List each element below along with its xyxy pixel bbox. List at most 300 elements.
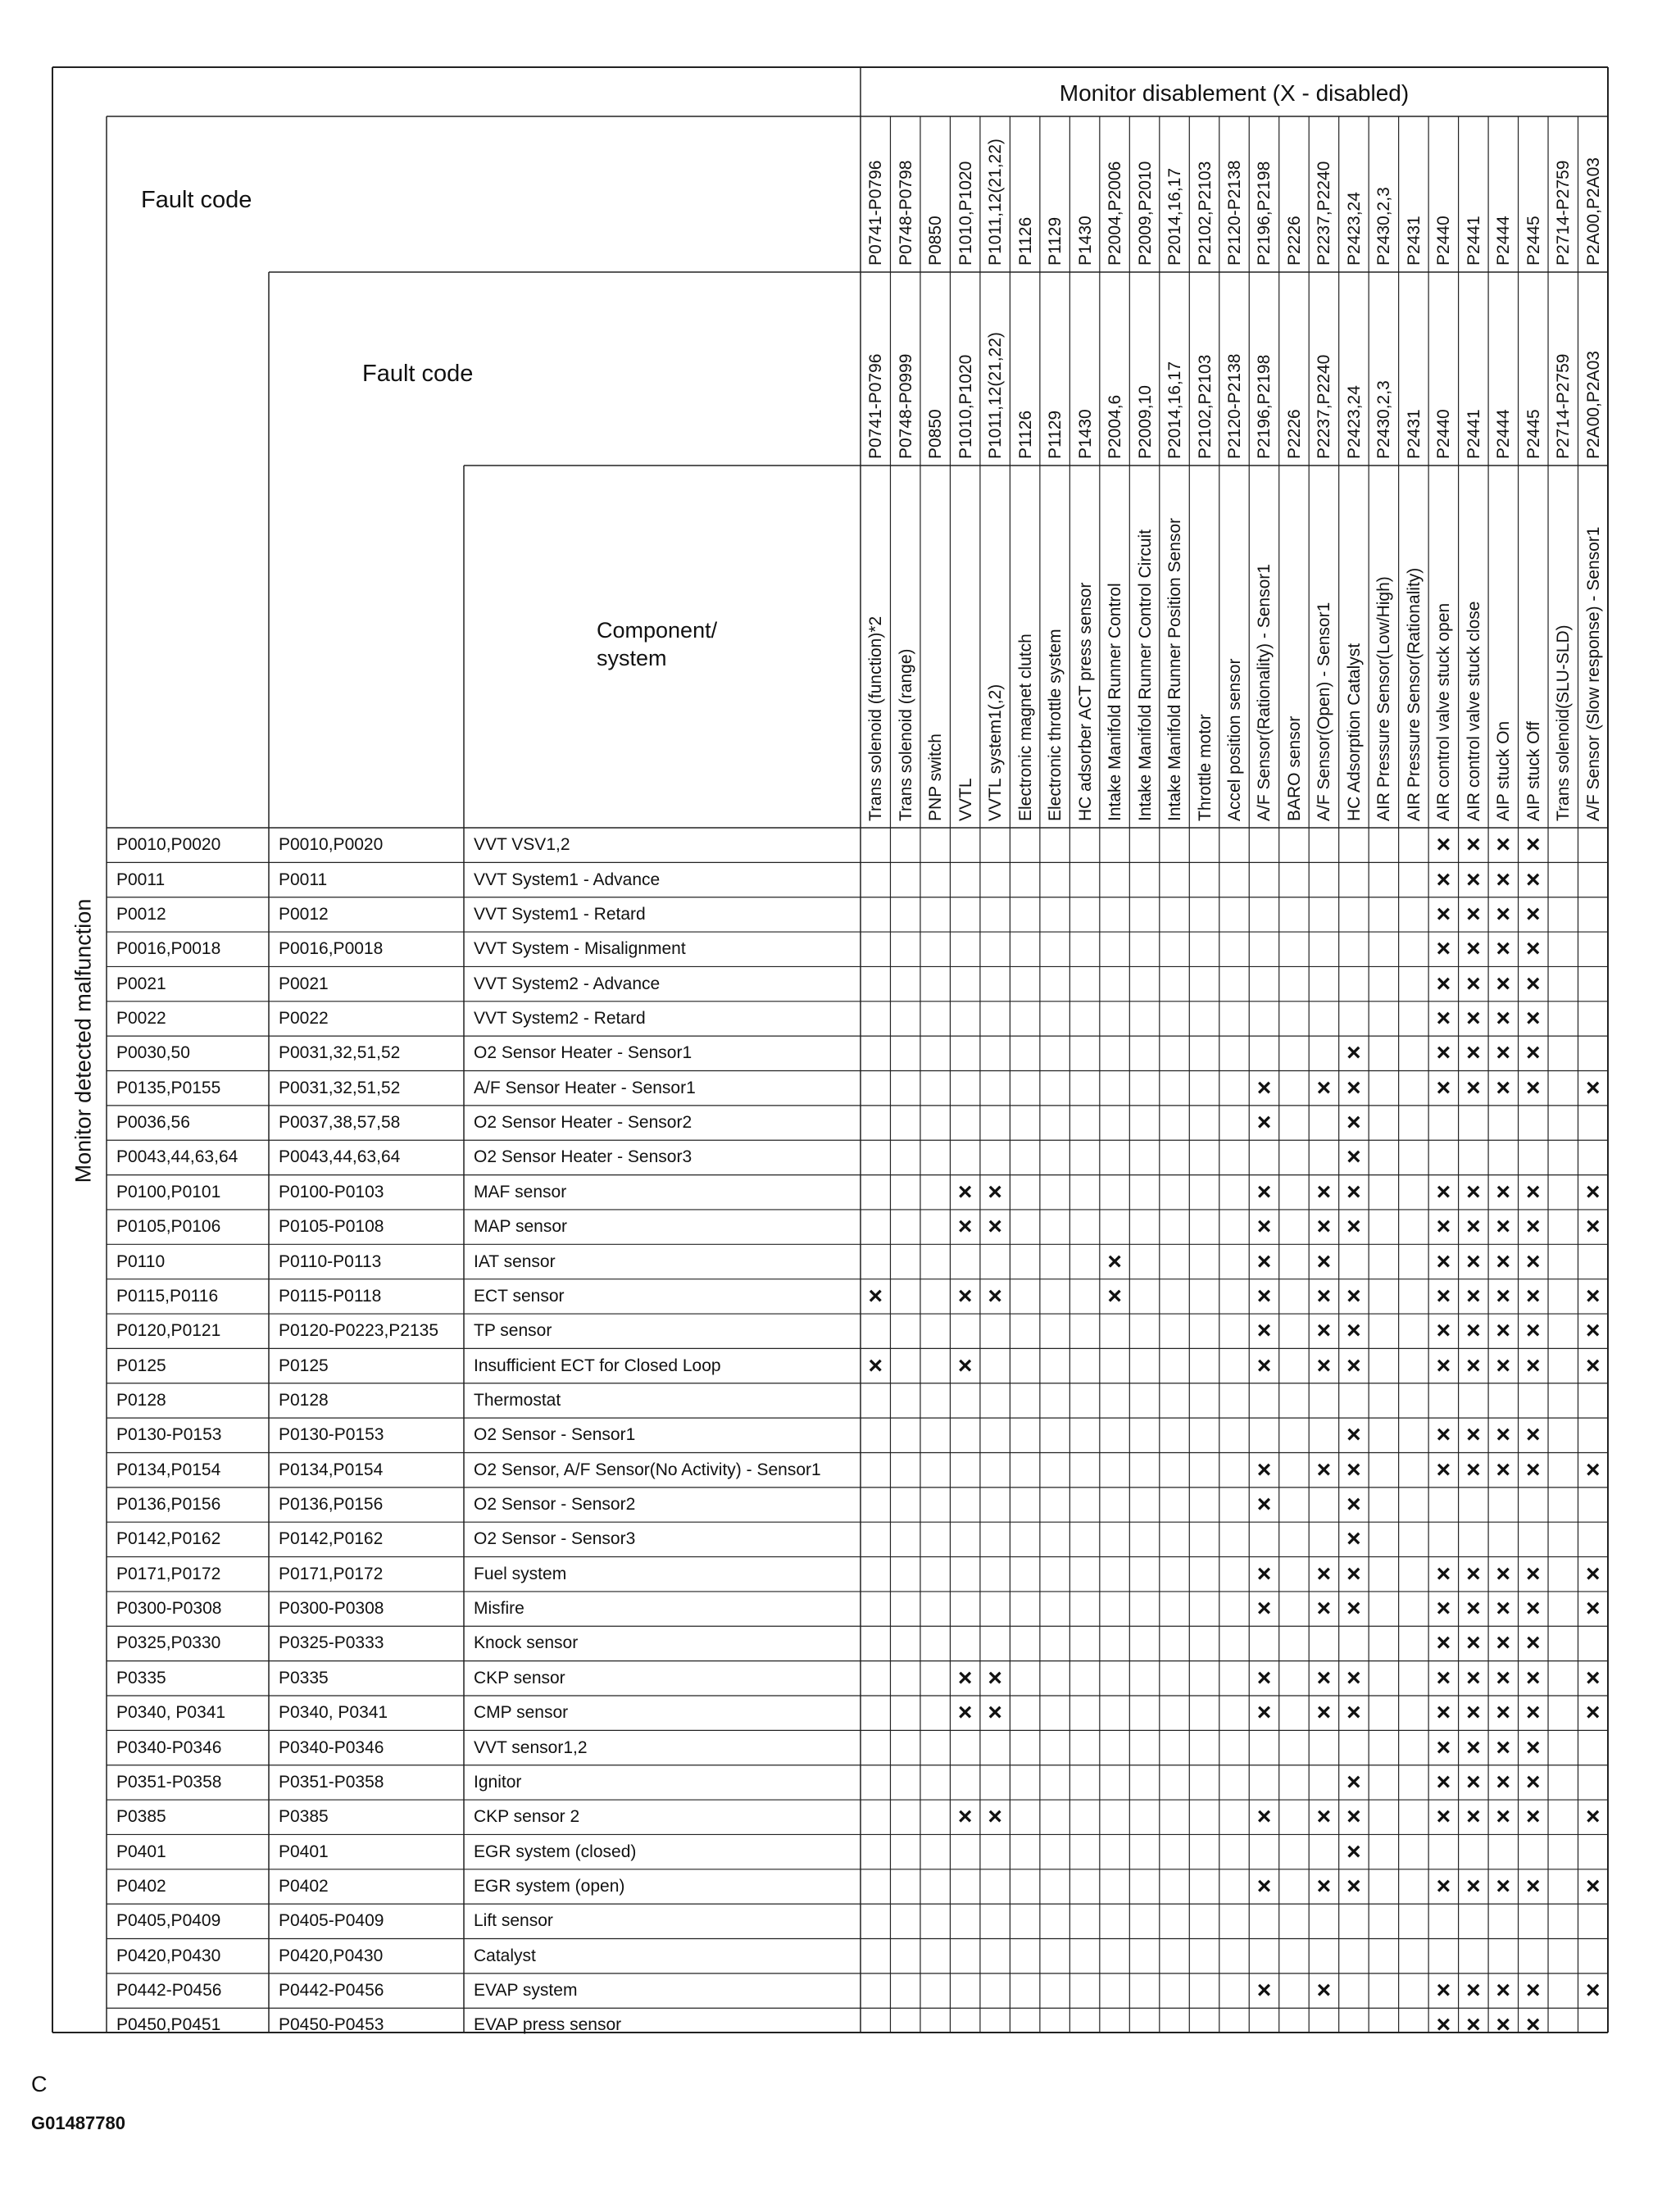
disabled-mark: × (1436, 1004, 1451, 1032)
monitor-title: Monitor disablement (X - disabled) (1059, 80, 1410, 106)
column-component-name: Trans solenoid(SLU-SLD) (1554, 625, 1573, 821)
disabled-mark: × (1316, 1178, 1332, 1206)
column-component-name: Electronic throttle system (1046, 629, 1065, 821)
disabled-mark: × (957, 1803, 973, 1831)
column-component-name: AIR Pressure Sensor(Low/High) (1374, 576, 1394, 821)
column-code-mid: P2004,6 (1106, 394, 1125, 459)
disabled-mark: × (1256, 1803, 1272, 1831)
fault-code-header-1: Fault code (141, 187, 252, 213)
disabled-mark: × (1256, 1977, 1272, 2005)
disabled-mark: × (1256, 1178, 1272, 1206)
disabled-mark: × (1496, 935, 1511, 963)
disabled-mark: × (1436, 1595, 1451, 1623)
row-component: O2 Sensor - Sensor3 (474, 1529, 636, 1549)
disabled-mark: × (1346, 1178, 1361, 1206)
column-code-top: P2423,24 (1344, 192, 1364, 266)
row-fault-code-1: P0100,P0101 (116, 1182, 221, 1201)
disabled-mark: × (1256, 1109, 1272, 1137)
column-code-top: P1430 (1075, 216, 1095, 266)
disabled-mark: × (1346, 1143, 1361, 1171)
disabled-mark: × (1496, 1595, 1511, 1623)
disabled-mark: × (957, 1213, 973, 1241)
column-code-top: P2A00,P2A03 (1583, 157, 1603, 266)
row-component: CMP sensor (474, 1703, 569, 1723)
disabled-mark: × (1346, 1317, 1361, 1345)
row-component: VVT sensor1,2 (474, 1737, 588, 1757)
disabled-mark: × (1496, 1074, 1511, 1101)
column-component-name: AIR Pressure Sensor(Rationality) (1404, 567, 1424, 821)
row-fault-code-2: P0105-P0108 (279, 1217, 384, 1237)
row-fault-code-1: P0401 (116, 1842, 166, 1861)
disabled-mark: × (1496, 1456, 1511, 1483)
disabled-mark: × (1526, 1733, 1541, 1761)
disabled-mark: × (1526, 1282, 1541, 1310)
row-fault-code-2: P0031,32,51,52 (279, 1078, 401, 1097)
disabled-mark: × (1466, 1733, 1481, 1761)
row-fault-code-2: P0340, P0341 (279, 1703, 388, 1723)
column-code-mid: P1010,P1020 (956, 354, 975, 459)
disabled-mark: × (1256, 1491, 1272, 1519)
column-component-name: AIP stuck On (1494, 720, 1514, 821)
row-component: Lift sensor (474, 1911, 553, 1931)
column-code-mid: P0850 (926, 409, 946, 459)
disabled-mark: × (1526, 2011, 1541, 2039)
disabled-mark: × (1346, 1074, 1361, 1101)
column-code-top: P2009,P2010 (1135, 161, 1155, 266)
disabled-mark: × (1466, 970, 1481, 997)
disabled-mark: × (957, 1282, 973, 1310)
disabled-mark: × (1256, 1595, 1272, 1623)
column-component-name: BARO sensor (1284, 715, 1304, 821)
disabled-mark: × (1466, 1074, 1481, 1101)
column-code-mid: P2A00,P2A03 (1583, 351, 1603, 459)
row-fault-code-2: P0022 (279, 1008, 329, 1028)
row-component: VVT System2 - Retard (474, 1008, 646, 1028)
row-fault-code-2: P0325-P0333 (279, 1633, 384, 1653)
column-component-name: Intake Manifold Runner Control (1106, 583, 1125, 821)
row-fault-code-2: P0402 (279, 1876, 329, 1896)
column-code-mid: P2120-P2138 (1225, 353, 1244, 459)
column-component-name: AIR control valve stuck open (1434, 602, 1454, 821)
row-component: EGR system (open) (474, 1876, 625, 1896)
disabled-mark: × (1256, 1872, 1272, 1900)
disabled-mark: × (1526, 1664, 1541, 1692)
column-code-top: P1126 (1015, 216, 1035, 266)
figure-code: G01487780 (31, 2113, 125, 2133)
disabled-mark: × (1496, 1733, 1511, 1761)
row-fault-code-2: P0385 (279, 1807, 329, 1827)
row-fault-code-1: P0135,P0155 (116, 1078, 221, 1097)
column-code-mid: P2014,16,17 (1165, 361, 1185, 459)
disabled-mark: × (1585, 1456, 1601, 1483)
row-component: Thermostat (474, 1390, 561, 1410)
column-component-name: PNP switch (926, 734, 946, 821)
disabled-mark: × (988, 1213, 1002, 1241)
column-code-mid: P2102,P2103 (1195, 354, 1215, 459)
disabled-mark: × (1496, 831, 1511, 859)
row-component: VVT System - Misalignment (474, 939, 686, 959)
disabled-mark: × (1316, 1595, 1332, 1623)
row-fault-code-2: P0010,P0020 (279, 835, 384, 855)
row-fault-code-2: P0405-P0409 (279, 1911, 384, 1931)
row-fault-code-1: P0300-P0308 (116, 1599, 222, 1619)
column-code-top: P2714-P2759 (1554, 160, 1573, 266)
column-component-name: Intake Manifold Runner Control Circuit (1135, 529, 1155, 821)
column-code-top: P2102,P2103 (1195, 161, 1215, 266)
row-component: VVT System1 - Advance (474, 870, 661, 889)
disabled-mark: × (1346, 1491, 1361, 1519)
column-component-name: Throttle motor (1195, 714, 1215, 821)
column-code-top: P2004,P2006 (1106, 161, 1125, 266)
row-fault-code-1: P0011 (116, 870, 166, 889)
disabled-mark: × (1526, 1872, 1541, 1900)
row-fault-code-1: P0016,P0018 (116, 939, 221, 959)
row-fault-code-1: P0405,P0409 (116, 1911, 221, 1931)
column-code-top: P0850 (926, 216, 946, 266)
disabled-mark: × (1585, 1213, 1601, 1241)
row-fault-code-2: P0136,P0156 (279, 1495, 384, 1515)
disabled-mark: × (1436, 1421, 1451, 1449)
row-fault-code-2: P0401 (279, 1842, 329, 1861)
row-fault-code-1: P0136,P0156 (116, 1495, 221, 1515)
disabled-mark: × (1436, 2011, 1451, 2039)
disabled-mark: × (1585, 1282, 1601, 1310)
disabled-mark: × (1466, 1039, 1481, 1067)
row-fault-code-2: P0134,P0154 (279, 1460, 384, 1479)
disabled-mark: × (1466, 1004, 1481, 1032)
row-fault-code-1: P0340-P0346 (116, 1737, 222, 1757)
disabled-mark: × (1436, 1803, 1451, 1831)
component-header-line1: Component/ (597, 618, 718, 643)
fault-code-header-2: Fault code (362, 361, 474, 387)
column-component-name: AIP stuck Off (1524, 721, 1543, 821)
disabled-mark: × (1346, 1421, 1361, 1449)
disabled-mark: × (1466, 1351, 1481, 1379)
disabled-mark: × (1526, 935, 1541, 963)
disabled-mark: × (1526, 1595, 1541, 1623)
column-component-name: HC adsorber ACT press sensor (1075, 582, 1095, 821)
row-fault-code-1: P0010,P0020 (116, 835, 221, 855)
disabled-mark: × (1346, 1699, 1361, 1727)
row-fault-code-1: P0450,P0451 (116, 2015, 221, 2035)
row-component: Knock sensor (474, 1633, 579, 1653)
disabled-mark: × (1496, 865, 1511, 893)
column-code-top: P2237,P2240 (1315, 161, 1334, 266)
disabled-mark: × (1436, 1456, 1451, 1483)
row-fault-code-1: P0351-P0358 (116, 1772, 222, 1792)
disabled-mark: × (1316, 1872, 1332, 1900)
row-component: Insufficient ECT for Closed Loop (474, 1356, 721, 1375)
column-code-mid: P2431 (1404, 409, 1424, 459)
column-code-mid: P1126 (1015, 410, 1035, 459)
disabled-mark: × (1436, 1282, 1451, 1310)
row-fault-code-2: P0031,32,51,52 (279, 1043, 401, 1063)
row-fault-code-2: P0021 (279, 974, 329, 993)
row-fault-code-2: P0450-P0453 (279, 2015, 384, 2035)
disabled-mark: × (1526, 1004, 1541, 1032)
disabled-mark: × (1466, 2011, 1481, 2039)
disabled-mark: × (1466, 1699, 1481, 1727)
disabled-mark: × (1496, 1629, 1511, 1657)
column-code-mid: P1011,12(21,22) (986, 332, 1006, 459)
row-fault-code-2: P0128 (279, 1390, 329, 1410)
disabled-mark: × (1346, 1768, 1361, 1796)
disabled-mark: × (957, 1664, 973, 1692)
row-component: VVT VSV1,2 (474, 835, 570, 855)
row-component: Ignitor (474, 1772, 522, 1792)
disabled-mark: × (1496, 1560, 1511, 1587)
disabled-mark: × (1466, 1664, 1481, 1692)
column-code-mid: P0741-P0796 (866, 353, 886, 459)
disabled-mark: × (1107, 1247, 1122, 1275)
disabled-mark: × (1526, 1629, 1541, 1657)
disabled-mark: × (957, 1699, 973, 1727)
row-fault-code-1: P0022 (116, 1008, 166, 1028)
disabled-mark: × (1466, 1803, 1481, 1831)
disabled-mark: × (1496, 1178, 1511, 1206)
disabled-mark: × (1496, 1803, 1511, 1831)
row-fault-code-1: P0335 (116, 1668, 166, 1687)
column-code-mid: P2009,10 (1135, 385, 1155, 459)
disabled-mark: × (1346, 1664, 1361, 1692)
disabled-mark: × (1585, 1317, 1601, 1345)
column-code-top: P2431 (1404, 216, 1424, 266)
disabled-mark: × (1526, 1803, 1541, 1831)
disabled-mark: × (1526, 1977, 1541, 2005)
row-component: TP sensor (474, 1321, 552, 1341)
column-component-name: A/F Sensor(Rationality) - Sensor1 (1255, 564, 1274, 821)
disabled-mark: × (1466, 1282, 1481, 1310)
disabled-mark: × (1436, 1351, 1451, 1379)
disabled-mark: × (1526, 1421, 1541, 1449)
column-code-mid: P1430 (1075, 409, 1095, 459)
disabled-mark: × (1346, 1109, 1361, 1137)
disabled-mark: × (1496, 2011, 1511, 2039)
disabled-mark: × (1316, 1803, 1332, 1831)
column-component-name: Accel position sensor (1225, 658, 1244, 821)
disabled-mark: × (1346, 1525, 1361, 1553)
disabled-mark: × (1526, 1178, 1541, 1206)
row-fault-code-2: P0125 (279, 1356, 329, 1375)
disabled-mark: × (1526, 1213, 1541, 1241)
disabled-mark: × (1496, 1977, 1511, 2005)
column-component-name: Electronic magnet clutch (1015, 634, 1035, 821)
row-component: O2 Sensor Heater - Sensor3 (474, 1147, 692, 1167)
row-fault-code-2: P0340-P0346 (279, 1737, 384, 1757)
disabled-mark: × (1436, 1872, 1451, 1900)
disabled-mark: × (1436, 1178, 1451, 1206)
disabled-mark: × (1466, 865, 1481, 893)
disabled-mark: × (1496, 1213, 1511, 1241)
disabled-mark: × (988, 1699, 1002, 1727)
disabled-mark: × (1585, 1872, 1601, 1900)
side-label: Monitor detected malfunction (70, 898, 96, 1183)
column-code-top: P2014,16,17 (1165, 167, 1185, 266)
disabled-mark: × (1256, 1282, 1272, 1310)
disabled-mark: × (1526, 1768, 1541, 1796)
disabled-mark: × (1466, 1560, 1481, 1587)
disabled-mark: × (1256, 1317, 1272, 1345)
row-fault-code-1: P0442-P0456 (116, 1981, 222, 2001)
disabled-mark: × (1585, 1178, 1601, 1206)
disabled-mark: × (1585, 1074, 1601, 1101)
row-component: O2 Sensor Heater - Sensor1 (474, 1043, 692, 1063)
row-fault-code-2: P0100-P0103 (279, 1182, 384, 1201)
column-code-top: P1129 (1046, 216, 1065, 266)
column-code-top: P1011,12(21,22) (986, 139, 1006, 266)
disabled-mark: × (1316, 1213, 1332, 1241)
column-code-top: P2196,P2198 (1255, 161, 1274, 266)
column-code-mid: P0748-P0999 (896, 353, 915, 459)
column-code-mid: P2196,P2198 (1255, 354, 1274, 459)
row-fault-code-2: P0110-P0113 (279, 1251, 382, 1271)
row-component: CKP sensor 2 (474, 1807, 580, 1827)
disabled-mark: × (1346, 1282, 1361, 1310)
column-code-top: P2445 (1524, 216, 1543, 266)
row-fault-code-1: P0420,P0430 (116, 1946, 221, 1965)
disabled-mark: × (1436, 935, 1451, 963)
disabled-mark: × (988, 1282, 1002, 1310)
disabled-mark: × (1585, 1699, 1601, 1727)
row-fault-code-1: P0325,P0330 (116, 1633, 221, 1653)
disabled-mark: × (1436, 900, 1451, 928)
disabled-mark: × (1346, 1560, 1361, 1587)
column-code-mid: P2430,2,3 (1374, 380, 1394, 459)
disabled-mark: × (1256, 1699, 1272, 1727)
disabled-mark: × (1526, 900, 1541, 928)
disabled-mark: × (1496, 1004, 1511, 1032)
footer-letter: C (31, 2072, 48, 2096)
disabled-mark: × (1526, 970, 1541, 997)
disabled-mark: × (1436, 1733, 1451, 1761)
disabled-mark: × (1466, 1629, 1481, 1657)
row-component: O2 Sensor Heater - Sensor2 (474, 1113, 692, 1133)
row-fault-code-2: P0442-P0456 (279, 1981, 384, 2001)
disabled-mark: × (1466, 1213, 1481, 1241)
column-code-top: P2444 (1494, 216, 1514, 266)
disabled-mark: × (1316, 1074, 1332, 1101)
disabled-mark: × (1436, 1317, 1451, 1345)
column-component-name: A/F Sensor(Open) - Sensor1 (1315, 602, 1334, 821)
disabled-mark: × (1526, 1247, 1541, 1275)
row-fault-code-1: P0171,P0172 (116, 1564, 221, 1583)
disabled-mark: × (1496, 970, 1511, 997)
disabled-mark: × (957, 1351, 973, 1379)
row-fault-code-1: P0134,P0154 (116, 1460, 221, 1479)
column-code-mid: P2445 (1524, 409, 1543, 459)
disabled-mark: × (1256, 1664, 1272, 1692)
disabled-mark: × (1466, 900, 1481, 928)
column-code-mid: P2444 (1494, 409, 1514, 459)
row-fault-code-1: P0115,P0116 (116, 1286, 219, 1306)
disabled-mark: × (1346, 1351, 1361, 1379)
disabled-mark: × (1466, 1977, 1481, 2005)
disabled-mark: × (1466, 1178, 1481, 1206)
disabled-mark: × (1256, 1456, 1272, 1483)
disabled-mark: × (1256, 1560, 1272, 1587)
row-fault-code-2: P0016,P0018 (279, 939, 384, 959)
disabled-mark: × (1346, 1213, 1361, 1241)
disabled-mark: × (1436, 865, 1451, 893)
disabled-mark: × (1526, 865, 1541, 893)
disabled-mark: × (1436, 1039, 1451, 1067)
disabled-mark: × (1585, 1803, 1601, 1831)
disabled-mark: × (1316, 1317, 1332, 1345)
disabled-mark: × (1466, 1768, 1481, 1796)
disabled-mark: × (1526, 1456, 1541, 1483)
disabled-mark: × (1466, 1421, 1481, 1449)
column-code-mid: P2440 (1434, 409, 1454, 459)
disabled-mark: × (1496, 1247, 1511, 1275)
row-fault-code-1: P0030,50 (116, 1043, 190, 1063)
disabled-mark: × (1436, 1977, 1451, 2005)
disabled-mark: × (1585, 1351, 1601, 1379)
column-code-top: P2226 (1284, 216, 1304, 266)
row-fault-code-1: P0110 (116, 1251, 166, 1271)
disabled-mark: × (1496, 1699, 1511, 1727)
disabled-mark: × (1436, 1768, 1451, 1796)
disabled-mark: × (1526, 1317, 1541, 1345)
row-fault-code-1: P0043,44,63,64 (116, 1147, 238, 1167)
row-component: Misfire (474, 1599, 524, 1619)
disabled-mark: × (1316, 1560, 1332, 1587)
row-fault-code-2: P0420,P0430 (279, 1946, 384, 1965)
column-component-name: A/F Sensor (Slow response) - Sensor1 (1583, 526, 1603, 821)
row-component: MAP sensor (474, 1217, 567, 1237)
disabled-mark: × (1436, 1629, 1451, 1657)
column-component-name: Intake Manifold Runner Position Sensor (1165, 517, 1185, 821)
disabled-mark: × (1256, 1074, 1272, 1101)
disabled-mark: × (1346, 1872, 1361, 1900)
disabled-mark: × (1256, 1213, 1272, 1241)
row-fault-code-2: P0300-P0308 (279, 1599, 384, 1619)
row-fault-code-2: P0115-P0118 (279, 1286, 382, 1306)
disabled-mark: × (1436, 1699, 1451, 1727)
disabled-mark: × (1526, 1039, 1541, 1067)
column-component-name: Trans solenoid (range) (896, 648, 915, 821)
row-component: O2 Sensor, A/F Sensor(No Activity) - Sensor1 (474, 1460, 821, 1479)
row-component: EGR system (closed) (474, 1842, 637, 1861)
disabled-mark: × (1466, 1595, 1481, 1623)
disabled-mark: × (1526, 1074, 1541, 1101)
disabled-mark: × (1585, 1977, 1601, 2005)
column-component-name: VVTL (956, 778, 975, 821)
disabled-mark: × (1346, 1803, 1361, 1831)
row-fault-code-1: P0036,56 (116, 1113, 190, 1133)
row-fault-code-2: P0142,P0162 (279, 1529, 384, 1549)
row-fault-code-2: P0130-P0153 (279, 1425, 384, 1445)
row-fault-code-1: P0340, P0341 (116, 1703, 226, 1723)
column-code-top: P1010,P1020 (956, 161, 975, 266)
row-component: CKP sensor (474, 1668, 565, 1687)
disabled-mark: × (1256, 1351, 1272, 1379)
disabled-mark: × (1346, 1837, 1361, 1865)
disabled-mark: × (1436, 1247, 1451, 1275)
disabled-mark: × (1585, 1560, 1601, 1587)
disabled-mark: × (1585, 1595, 1601, 1623)
disabled-mark: × (1316, 1351, 1332, 1379)
disabled-mark: × (1436, 1664, 1451, 1692)
row-component: ECT sensor (474, 1286, 565, 1306)
disabled-mark: × (1346, 1039, 1361, 1067)
row-fault-code-2: P0335 (279, 1668, 329, 1687)
disabled-mark: × (1466, 1247, 1481, 1275)
disabled-mark: × (1316, 1247, 1332, 1275)
disabled-mark: × (868, 1282, 883, 1310)
disabled-mark: × (1316, 1456, 1332, 1483)
disabled-mark: × (1496, 1872, 1511, 1900)
row-fault-code-2: P0171,P0172 (279, 1564, 384, 1583)
